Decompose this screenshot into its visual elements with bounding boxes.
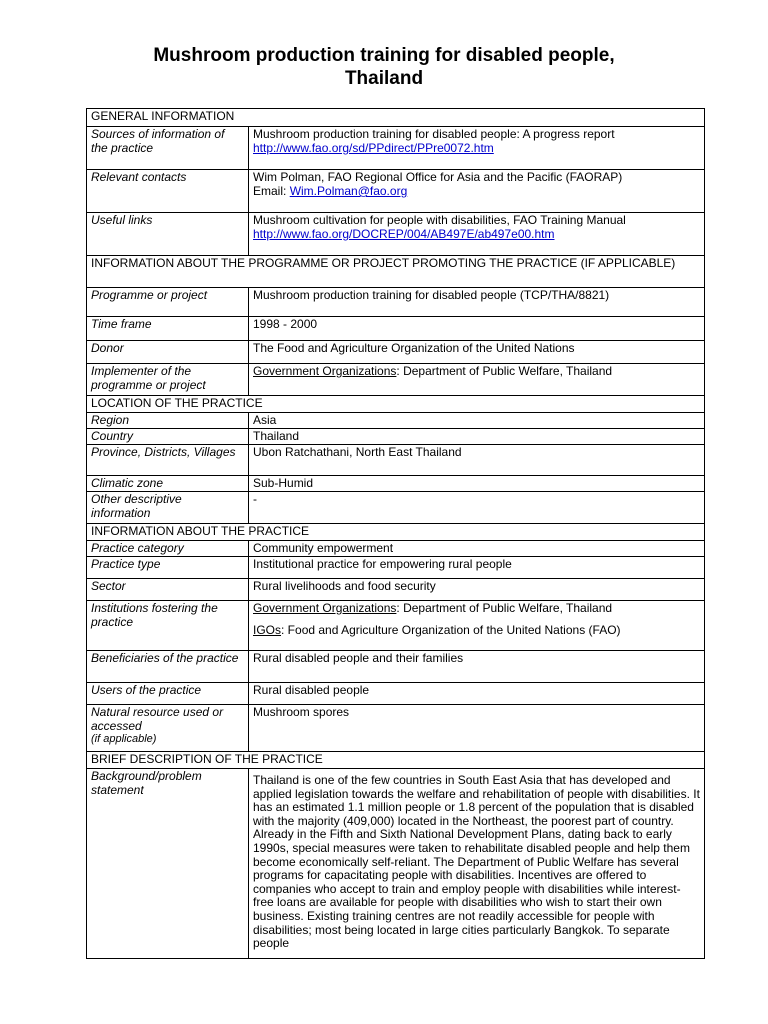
other-label: Other descriptive information [87,492,249,524]
table-row [87,705,705,752]
section-general [87,109,705,127]
table-row [87,429,705,445]
table-row [87,127,705,170]
users-label: Users of the practice [87,683,249,705]
region-value: Asia [249,413,705,429]
institutions-igo: IGOs [253,623,282,637]
institutions-gov: Government Organizations [253,601,397,615]
resource-note: (if applicable) [91,733,157,745]
section-heading: INFORMATION ABOUT THE PRACTICE [87,524,705,541]
other-value: - [249,492,705,524]
province-value: Ubon Ratchathani, North East Thailand [249,445,705,476]
section-brief [87,752,705,769]
sector-value: Rural livelihoods and food security [249,579,705,601]
background-text: Thailand is one of the few countries in South East Asia that has developed and applied legislation towards the welfare and rehabilitation of people with disabilities. It has an estimated 1.1 million people or 1.8 percent of the population that is disabled with the majority (409,000) located in the Northeast, the poorest part of country. Already in the Fifth and Sixth National Development Plans, dating back to early 1990s, special measures were taken to rehabilitate disabled people and help them become economically self-reliant. The Department of Public Welfare has several programs for capacitating people with disabilities. Incentives are offered to companies who accept to train and employ people with disabilities while interest-free loans are available for people with disabilities who wish to start their own business. Existing training centres are not readily accessible for people with disabilities; most being located in large cities particularly Bangkok. To separate people [253,773,700,951]
type-value: Institutional practice for empowering rural people [249,557,705,579]
sector-label: Sector [87,579,249,601]
table-row [87,476,705,492]
table-row [87,213,705,256]
section-heading: GENERAL INFORMATION [87,109,705,127]
email-label: Email: [253,184,290,198]
type-label: Practice type [87,557,249,579]
section-practice [87,524,705,541]
resource-value: Mushroom spores [249,705,705,752]
sources-link[interactable]: http://www.fao.org/sd/PPdirect/PPre0072.htm [253,141,494,155]
implementer-label: Implementer of the programme or project [87,364,249,396]
region-label: Region [87,413,249,429]
section-programme [87,256,705,288]
table-row [87,683,705,705]
table-row [87,413,705,429]
country-label: Country [87,429,249,445]
donor-label: Donor [87,341,249,364]
resource-label [87,705,249,752]
sources-value [249,127,705,170]
implementer-value [249,364,705,396]
table-row [87,445,705,476]
table-row [87,364,705,396]
institutions-gov-text: : Department of Public Welfare, Thailand [396,601,613,615]
table-row [87,557,705,579]
institutions-value [249,601,705,651]
sources-text: Mushroom production training for disabled people: A progress report [253,127,615,141]
links-label: Useful links [87,213,249,256]
implementer-text: : Department of Public Welfare, Thailand [396,364,613,378]
title-line-1: Mushroom production training for disabled people, [153,45,615,66]
contacts-label: Relevant contacts [87,170,249,213]
links-text: Mushroom cultivation for people with disabilities, FAO Training Manual [253,213,626,227]
project-label: Programme or project [87,288,249,317]
sources-label: Sources of information of the practice [87,127,249,170]
beneficiaries-label: Beneficiaries of the practice [87,651,249,683]
section-location [87,396,705,413]
project-value: Mushroom production training for disabled people (TCP/THA/8821) [249,288,705,317]
table-row [87,341,705,364]
table-row [87,651,705,683]
timeframe-value: 1998 - 2000 [249,317,705,341]
section-heading: LOCATION OF THE PRACTICE [87,396,705,413]
institutions-label: Institutions fostering the practice [87,601,249,651]
table-row [87,317,705,341]
country-value: Thailand [249,429,705,445]
table-row [87,541,705,557]
province-label: Province, Districts, Villages [87,445,249,476]
climatic-label: Climatic zone [87,476,249,492]
links-value [249,213,705,256]
category-label: Practice category [87,541,249,557]
institutions-igo-text: : Food and Agriculture Organization of the United Nations (FAO) [281,623,621,637]
contacts-text: Wim Polman, FAO Regional Office for Asia and the Pacific (FAORAP) [253,170,623,184]
contacts-value [249,170,705,213]
manual-link[interactable]: http://www.fao.org/DOCREP/004/AB497E/ab497e00.htm [253,227,555,241]
implementer-org: Government Organizations [253,364,397,378]
email-link[interactable]: Wim.Polman@fao.org [289,184,408,198]
climatic-value: Sub-Humid [249,476,705,492]
practice-table [86,108,705,959]
table-row [87,601,705,651]
section-heading: INFORMATION ABOUT THE PROGRAMME OR PROJECT PROMOTING THE PRACTICE (IF APPLICABLE) [87,256,705,288]
table-row [87,288,705,317]
title-line-2: Thailand [344,68,424,89]
background-label: Background/problem statement [87,769,249,959]
resource-label-text: Natural resource used or accessed [91,705,224,733]
section-heading: BRIEF DESCRIPTION OF THE PRACTICE [87,752,705,769]
timeframe-label: Time frame [87,317,249,341]
table-row [87,492,705,524]
users-value: Rural disabled people [249,683,705,705]
table-row [87,579,705,601]
table-row [87,769,705,959]
beneficiaries-value: Rural disabled people and their families [249,651,705,683]
category-value: Community empowerment [249,541,705,557]
background-value [249,769,705,959]
document-title [0,44,768,90]
donor-value: The Food and Agriculture Organization of the United Nations [249,341,705,364]
table-row [87,170,705,213]
